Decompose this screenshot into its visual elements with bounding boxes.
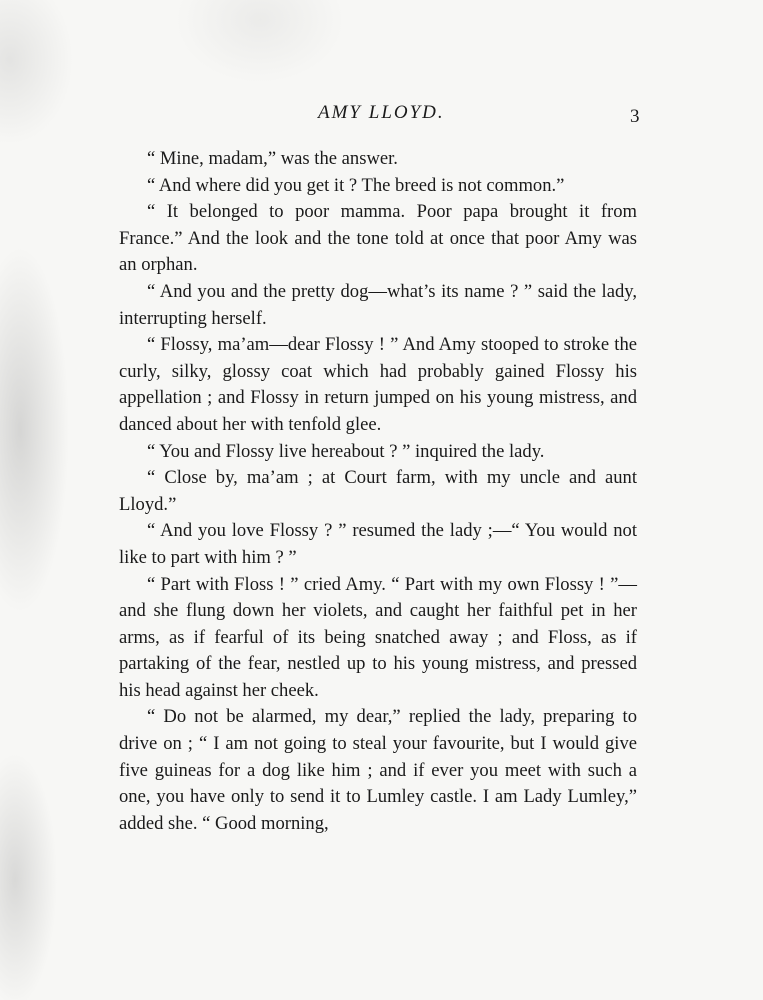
paragraph: “ Mine, madam,” was the answer. [147,148,398,169]
body-text [119,146,637,837]
paragraph: “ And you love Flossy ? ” resumed the lady ;—“ You would not like to part with him ? ” [119,520,637,568]
page-number: 3 [630,106,640,127]
paragraph: “ And where did you get it ? The breed is not common.” [147,174,565,196]
paragraph: “ Part with Floss ! ” cried Amy. “ Part with my own Flossy ! ”—and she flung down her violets, and caught her faithful pet in her arms, as if fearful of its being snatched away ; and Floss, as if partaking of the fear, nestled up to his young mistress, and pressed his head against her cheek. [119,573,637,701]
page-header [0,102,763,132]
paragraph: “ Do not be alarmed, my dear,” replied the lady, preparing to drive on ; “ I am not going to steal your favourite, but I would give five guineas for a dog like him ; and if ever you meet with such a one, you have only to send it to Lumley castle. I am Lady Lumley,” added she. “ Good morning, [119,706,637,834]
running-title: AMY LLOYD. [318,102,445,123]
paragraph: “ You and Flossy live hereabout ? ” inquired the lady. [147,440,545,462]
paragraph: “ And you and the pretty dog—what’s its name ? ” said the lady, interrupting herself. [119,280,637,329]
paragraph: “ Close by, ma’am ; at Court farm, with my uncle and aunt Lloyd.” [119,467,637,515]
paragraph: “ Flossy, ma’am—dear Flossy ! ” And Amy stooped to stroke the curly, silky, glossy coat which had probably gained Flossy his appellation ; and Flossy in return jumped on his young mistress, and danced about her with tenfold glee. [119,334,637,435]
paragraph: “ It belonged to poor mamma. Poor papa brought it from France.” And the look and the tone told at once that poor Amy was an orphan. [119,201,637,276]
